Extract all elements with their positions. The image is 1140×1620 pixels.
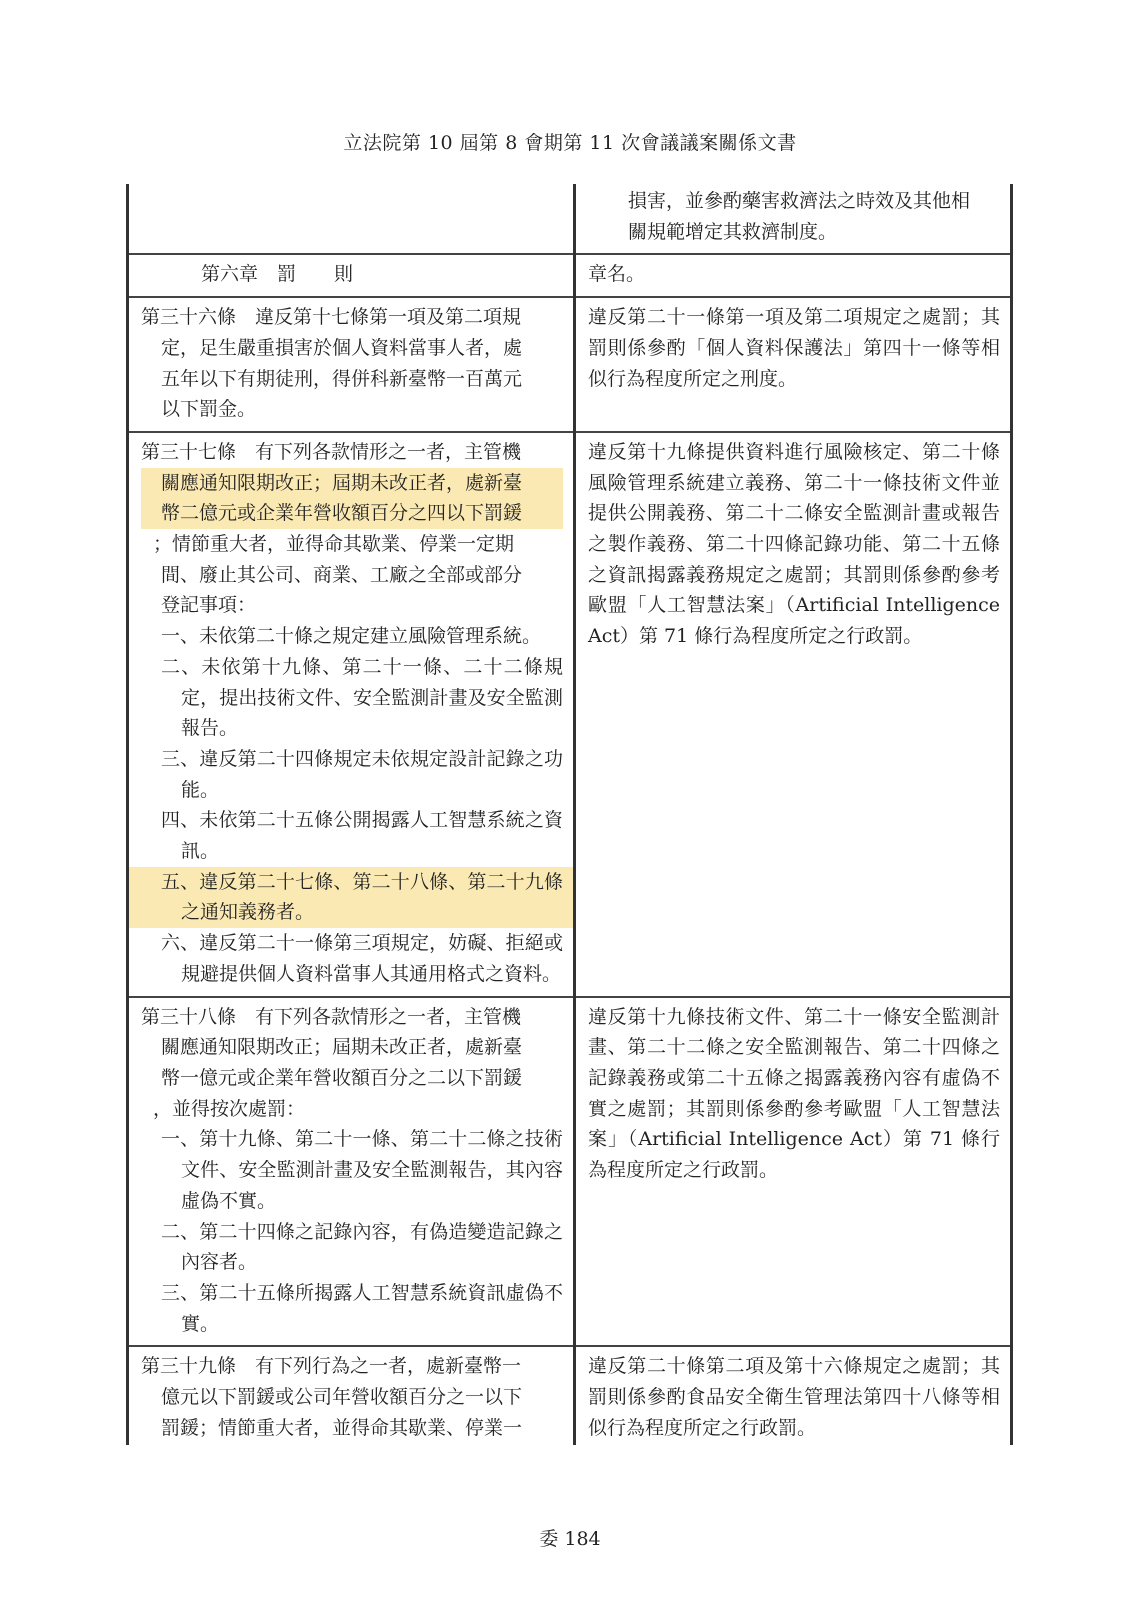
article-line: 五年以下有期徒刑，得併科新臺幣一百萬元 <box>161 367 523 390</box>
article-line: 定，足生嚴重損害於個人資料當事人者，處 <box>161 336 523 359</box>
explanation: 違反第二十條第二項及第十六條規定之處罰；其罰則係參酌食品安全衛生管理法第四十八條等相似行為程度所定之行政罰。 <box>588 1355 1000 1439</box>
article-head: 第三十八條 有下列各款情形之一者，主管機 <box>141 1005 522 1028</box>
explanation: 違反第十九條技術文件、第二十一條安全監測計畫、第二十二條之安全監測報告、第二十四條之記錄義務或第二十五條之揭露義務內容有虛偽不實之處罰；其罰則係參酌參考歐盟「人工智慧法案」（Artificial Intelligence Act）第 71 條行為程度所定之行政罰。 <box>588 1005 1000 1182</box>
article-line: 幣一億元或企業年營收額百分之二以下罰鍰 <box>161 1066 523 1089</box>
explanation: 違反第十九條提供資料進行風險核定、第二十條風險管理系統建立義務、第二十一條技術文件並提供公開義務、第二十二條安全監測計畫或報告之製作義務、第二十四條記錄功能、第二十五條之資訊揭露義務規定之處罰；其罰則係參酌參考歐盟「人工智慧法案」（Artificial Intelligence Act）第 71 條行為程度所定之行政罰。 <box>588 440 1000 648</box>
article-line: 關應通知限期改正；屆期未改正者，處新臺 <box>161 1036 523 1059</box>
chapter-name: 罰 則 <box>277 263 354 286</box>
left-cell <box>128 432 575 997</box>
chapter-label: 第六章 <box>201 263 259 286</box>
right-cell <box>575 184 1012 254</box>
list-item: 四、未依第二十五條公開揭露人工智慧系統之資訊。 <box>161 809 563 863</box>
article-head: 第三十六條 違反第十七條第一項及第二項規 <box>141 306 522 329</box>
left-cell <box>128 297 575 432</box>
article-line: 罰鍰；情節重大者，並得命其歇業、停業一 <box>161 1416 523 1439</box>
table-row-article-39 <box>128 1346 1012 1445</box>
highlighted-line: 關應通知限期改正；屆期未改正者，處新臺 <box>141 468 563 499</box>
right-cell <box>575 432 1012 997</box>
left-cell <box>128 1346 575 1445</box>
article-line: ，並得按次處罰： <box>153 1097 306 1120</box>
continued-line: 損害，並參酌藥害救濟法之時效及其他相 <box>628 190 971 212</box>
article-line: 登記事項： <box>161 594 257 617</box>
left-cell <box>128 184 575 254</box>
comparison-table <box>126 184 1013 1445</box>
list-item-highlighted: 五、違反第二十七條、第二十八條、第二十九條之通知義務者。 <box>161 870 563 924</box>
article-line: 億元以下罰鍰或公司年營收額百分之一以下 <box>161 1386 523 1409</box>
article-head: 第三十九條 有下列行為之一者，處新臺幣一 <box>141 1355 522 1378</box>
list-item: 二、第二十四條之記錄內容，有偽造變造記錄之內容者。 <box>161 1220 563 1274</box>
article-line: 間、廢止其公司、商業、工廠之全部或部分 <box>161 563 523 586</box>
highlighted-line: 幣二億元或企業年營收額百分之四以下罰鍰 <box>141 498 563 529</box>
table-row-article-36 <box>128 297 1012 432</box>
explanation: 違反第二十一條第一項及第二項規定之處罰；其罰則係參酌「個人資料保護法」第四十一條等相似行為程度所定之刑度。 <box>588 306 1000 390</box>
highlighted-item-wrapper <box>129 867 573 928</box>
chapter-note: 章名。 <box>588 263 646 286</box>
table-row-article-38 <box>128 997 1012 1347</box>
article-line: 以下罰金。 <box>161 398 257 421</box>
right-cell <box>575 997 1012 1347</box>
list-item: 一、第十九條、第二十一條、第二十二條之技術文件、安全監測計畫及安全監測報告，其內容虛偽不實。 <box>161 1128 563 1212</box>
table-row-article-37 <box>128 432 1012 997</box>
page-number: 委 184 <box>539 1528 601 1550</box>
list-item: 二、未依第十九條、第二十一條、二十二條規定，提出技術文件、安全監測計畫及安全監測報告。 <box>161 655 563 740</box>
list-item: 一、未依第二十條之規定建立風險管理系統。 <box>161 625 542 648</box>
left-cell <box>128 254 575 297</box>
list-item: 三、第二十五條所揭露人工智慧系統資訊虛偽不實。 <box>161 1281 563 1335</box>
chapter-heading <box>141 259 563 290</box>
left-cell <box>128 997 575 1347</box>
right-cell <box>575 254 1012 297</box>
list-item: 六、違反第二十一條第三項規定，妨礙、拒絕或規避提供個人資料當事人其通用格式之資料。 <box>161 932 563 985</box>
table-row-continuation <box>128 184 1012 254</box>
continued-line: 關規範增定其救濟制度。 <box>628 220 838 243</box>
article-head: 第三十七條 有下列各款情形之一者，主管機 <box>141 440 522 463</box>
right-cell <box>575 297 1012 432</box>
article-line: ；情節重大者，並得命其歇業、停業一定期 <box>153 533 515 556</box>
page-header: 立法院第 10 屆第 8 會期第 11 次會議議案關係文書 <box>343 132 797 154</box>
right-cell <box>575 1346 1012 1445</box>
list-item: 三、違反第二十四條規定未依規定設計記錄之功能。 <box>161 747 563 801</box>
table-row-chapter <box>128 254 1012 297</box>
